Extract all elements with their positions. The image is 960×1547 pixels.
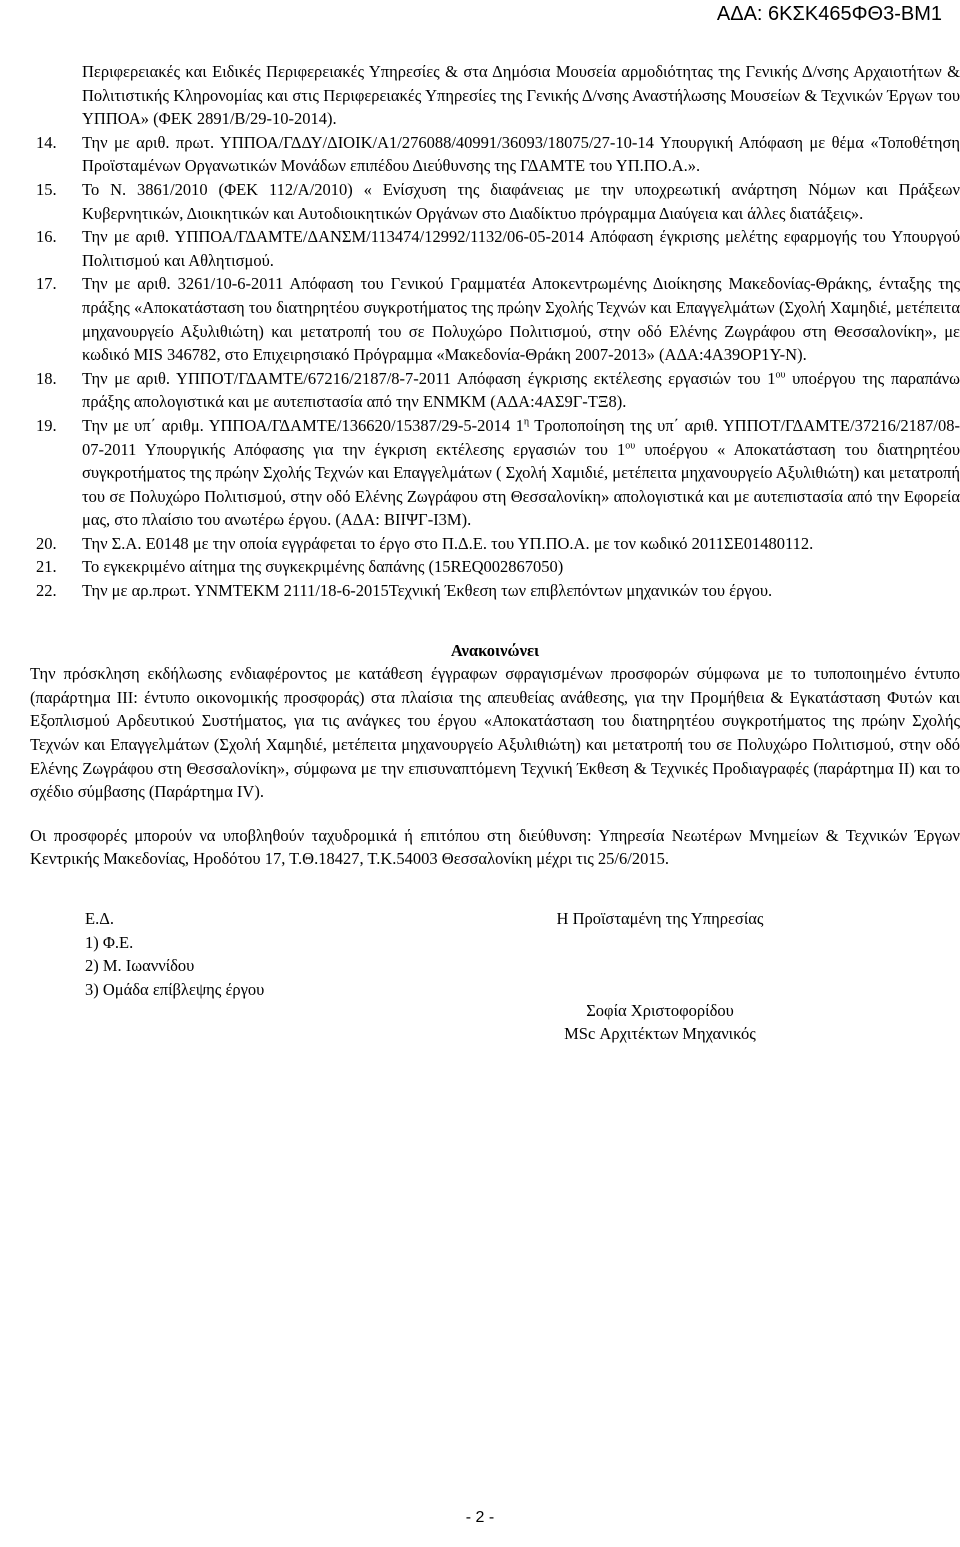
list-item-continuation: Περιφερειακές και Ειδικές Περιφερειακές Υπηρεσίες & στα Δημόσια Μουσεία αρμοδιότητας της Γενικής Δ/νσης Αρχαιοτήτων & Πολιτιστικής Κληρονομίας και στις Περιφερειακές Υπηρεσίες της Γενικής Δ/νσης Αναστήλωσης Μουσείων & Τεχνικών Έργων του ΥΠΠΟΑ» (ΦΕΚ 2891/Β/29-10-2014).: [82, 62, 960, 129]
list-item-number: 19.: [36, 415, 57, 435]
list-item-text: Το Ν. 3861/2010 (ΦΕΚ 112/Α/2010) « Ενίσχυση της διαφάνειας με την υποχρεωτική ανάρτηση Νόμων και Πράξεων Κυβερνητικών, Διοικητικών και Αυτοδιοικητικών Οργάνων στο Διαδίκτυο πρόγραμμα Διαύγεια και άλλες διατάξεις».: [82, 179, 960, 223]
signatory-role: MSc Αρχιτέκτων Μηχανικός: [564, 1024, 756, 1044]
distribution-item: 2) Μ. Ιωαννίδου: [85, 956, 195, 976]
distribution-list: [85, 907, 264, 1001]
distribution-item: 3) Ομάδα επίβλεψης έργου: [85, 979, 265, 999]
distribution-item: Ε.Δ.: [85, 909, 114, 928]
list-item: [30, 555, 960, 579]
list-item-text: Την Σ.Α. Ε0148 με την οποία εγγράφεται το έργο στο Π.Δ.Ε. του ΥΠ.ΠΟ.Α. με τον κωδικό 2011ΣΕ01480112.: [82, 533, 814, 553]
page-number: - 2 -: [465, 1509, 495, 1526]
section-heading: Ανακοινώνει: [450, 640, 540, 660]
signatory: [500, 907, 820, 1046]
list-item-text: Την με αριθ. πρωτ. ΥΠΠΟΑ/ΓΔΔΥ/ΔΙΟΙΚ/Α1/276088/40991/36093/18075/27-10-14 Υπουργική Απόφαση με θέμα «Τοποθέτηση Προϊσταμένων Οργανωτικών Μονάδων επιπέδου Διεύθυνσης της ΓΔΑΜΤΕ του ΥΠ.ΠΟ.Α.».: [82, 132, 960, 176]
reference-list: [30, 60, 960, 603]
list-item: [30, 532, 960, 556]
list-item-text: Το εγκεκριμένο αίτημα της συγκεκριμένης δαπάνης (15REQ002867050): [82, 557, 564, 577]
list-item-number: 22.: [36, 581, 57, 601]
list-item: [30, 579, 960, 603]
list-item: [30, 131, 960, 178]
list-item: [30, 367, 960, 414]
list-item: [30, 414, 960, 532]
list-item: [30, 178, 960, 225]
list-item-number: 20.: [36, 533, 57, 553]
document-body: [30, 60, 960, 1147]
ada-code: ΑΔΑ: 6ΚΣΚ465ΦΘ3-ΒΜ1: [716, 3, 942, 25]
list-item-number: 18.: [36, 368, 57, 388]
signature-block: [30, 907, 960, 1147]
announcement-paragraph: Την πρόσκληση εκδήλωσης ενδιαφέροντος με κατάθεση έγγραφων σφραγισμένων προσφορών σύμφωνα με το τυποποιημένο έντυπο (παράρτημα ΙΙΙ: έντυπο οικονομικής προσφοράς) στα πλαίσια της απευθείας ανάθεσης, για την Προμήθεια & Εγκατάσταση Φυτών και Εξοπλισμού Αρδευτικού Συστήματος, για τις ανάγκες του έργου «Αποκατάσταση του διατηρητέου συγκροτήματος της πρώην Σχολής Τεχνών και Επαγγελμάτων (Σχολή Χαμηδιέ, μετέπειτα μηχανουργείο Αξυλιθιώτη) και μετατροπή του σε Πολυχώρο Πολιτισμού, στην οδό Ελένης Ζωγράφου στη Θεσσαλονίκη», σύμφωνα με την επισυναπτόμενη Τεχνική Έκθεση & Τεχνικές Προδιαγραφές (παράρτημα ΙΙ) και το σχέδιο σύμβασης (Παράρτημα ΙV).: [30, 664, 960, 802]
list-item-text: Την με αριθ. ΥΠΠΟΤ/ΓΔΑΜΤΕ/67216/2187/8-7-2011 Απόφαση έγκρισης εκτέλεσης εργασιών του $1^{o\upsilon}$ υποέργου της παραπάνω πράξης απολογιστικά και με αυτεπιστασία από την ΕΝΜΚΜ (ΑΔΑ:4ΑΣ9Γ-ΤΞ8).: [82, 368, 960, 412]
list-item-text: Την με αρ.πρωτ. ΥΝΜΤΕΚΜ 2111/18-6-2015Τεχνική Έκθεση των επιβλεπόντων μηχανικών του έργου.: [82, 581, 773, 601]
list-item: [30, 225, 960, 272]
list-item-text: Την με αριθ. ΥΠΠΟΑ/ΓΔΑΜΤΕ/ΔΑΝΣΜ/113474/12992/1132/06-05-2014 Απόφαση έγκρισης μελέτης εφαρμογής του Υπουργού Πολιτισμού και Αθλητισμού.: [82, 227, 960, 270]
list-item-number: 14.: [36, 132, 57, 152]
list-item-number: 16.: [36, 227, 57, 247]
list-item-number: 15.: [36, 179, 57, 199]
list-item-number: 17.: [36, 274, 57, 294]
signatory-name: Σοφία Χριστοφορίδου: [586, 1000, 734, 1020]
distribution-item: 1) Φ.Ε.: [85, 932, 134, 952]
signatory-title: Η Προϊσταμένη της Υπηρεσίας: [556, 909, 764, 928]
submission-paragraph: Οι προσφορές μπορούν να υποβληθούν ταχυδρομικά ή επιτόπου στη διεύθυνση: Υπηρεσία Νεωτέρων Μνημείων & Τεχνικών Έργων Κεντρικής Μακεδονίας, Ηροδότου 17, Τ.Θ.18427, Τ.Κ.54003 Θεσσαλονίκη μέχρι τις 25/6/2015.: [30, 825, 960, 869]
list-item-text: Την με αριθ. 3261/10-6-2011 Απόφαση του Γενικού Γραμματέα Αποκεντρωμένης Διοίκησης Μακεδονίας-Θράκης, ένταξης της πράξης «Αποκατάσταση του διατηρητέου συγκροτήματος της πρώην Σχολής Τεχνών και Επαγγελμάτων (Σχολή Χαμηδιέ, μετέπειτα μηχανουργείο Αξυλιθιώτη) και μετατροπή του σε Πολυχώρο Πολιτισμού, στην οδό Ελένης Ζωγράφου στη Θεσσαλονίκη», με κωδικό MIS 346782, στο Επιχειρησιακό Πρόγραμμα «Μακεδονία-Θράκη 2007-2013» (ΑΔΑ:4Α39ΟΡ1Υ-Ν).: [82, 274, 960, 365]
list-item: [30, 272, 960, 366]
list-item-text: Την με υπ΄ αριθμ. ΥΠΠΟΑ/ΓΔΑΜΤΕ/136620/15387/29-5-2014 $1^\eta$ Τροποποίηση της υπ΄ αριθ. ΥΠΠΟΤ/ΓΔΑΜΤΕ/37216/2187/08-07-2011 Υπουργικής Απόφασης για την έγκριση εκτέλεσης εργασιών του $1^{o\upsilon}$ υποέργου « Αποκατάσταση του διατηρητέου συγκροτήματος της πρώην Σχολής Τεχνών και Επαγγελμάτων ( Σχολή Χαμιδιέ, μετέπειτα μηχανουργείο Αξυλιθιώτη) και μετατροπή του σε Πολυχώρο Πολιτισμού, στην οδό Ελένης Ζωγράφου στη Θεσσαλονίκη» απολογιστικά και με αυτεπιστασία από την Εφορεία μας, στο πλαίσιο του ανωτέρω έργου. (ΑΔΑ: ΒΙΙΨΓ-Ι3Μ).: [82, 415, 960, 530]
list-item-number: 21.: [36, 557, 57, 577]
